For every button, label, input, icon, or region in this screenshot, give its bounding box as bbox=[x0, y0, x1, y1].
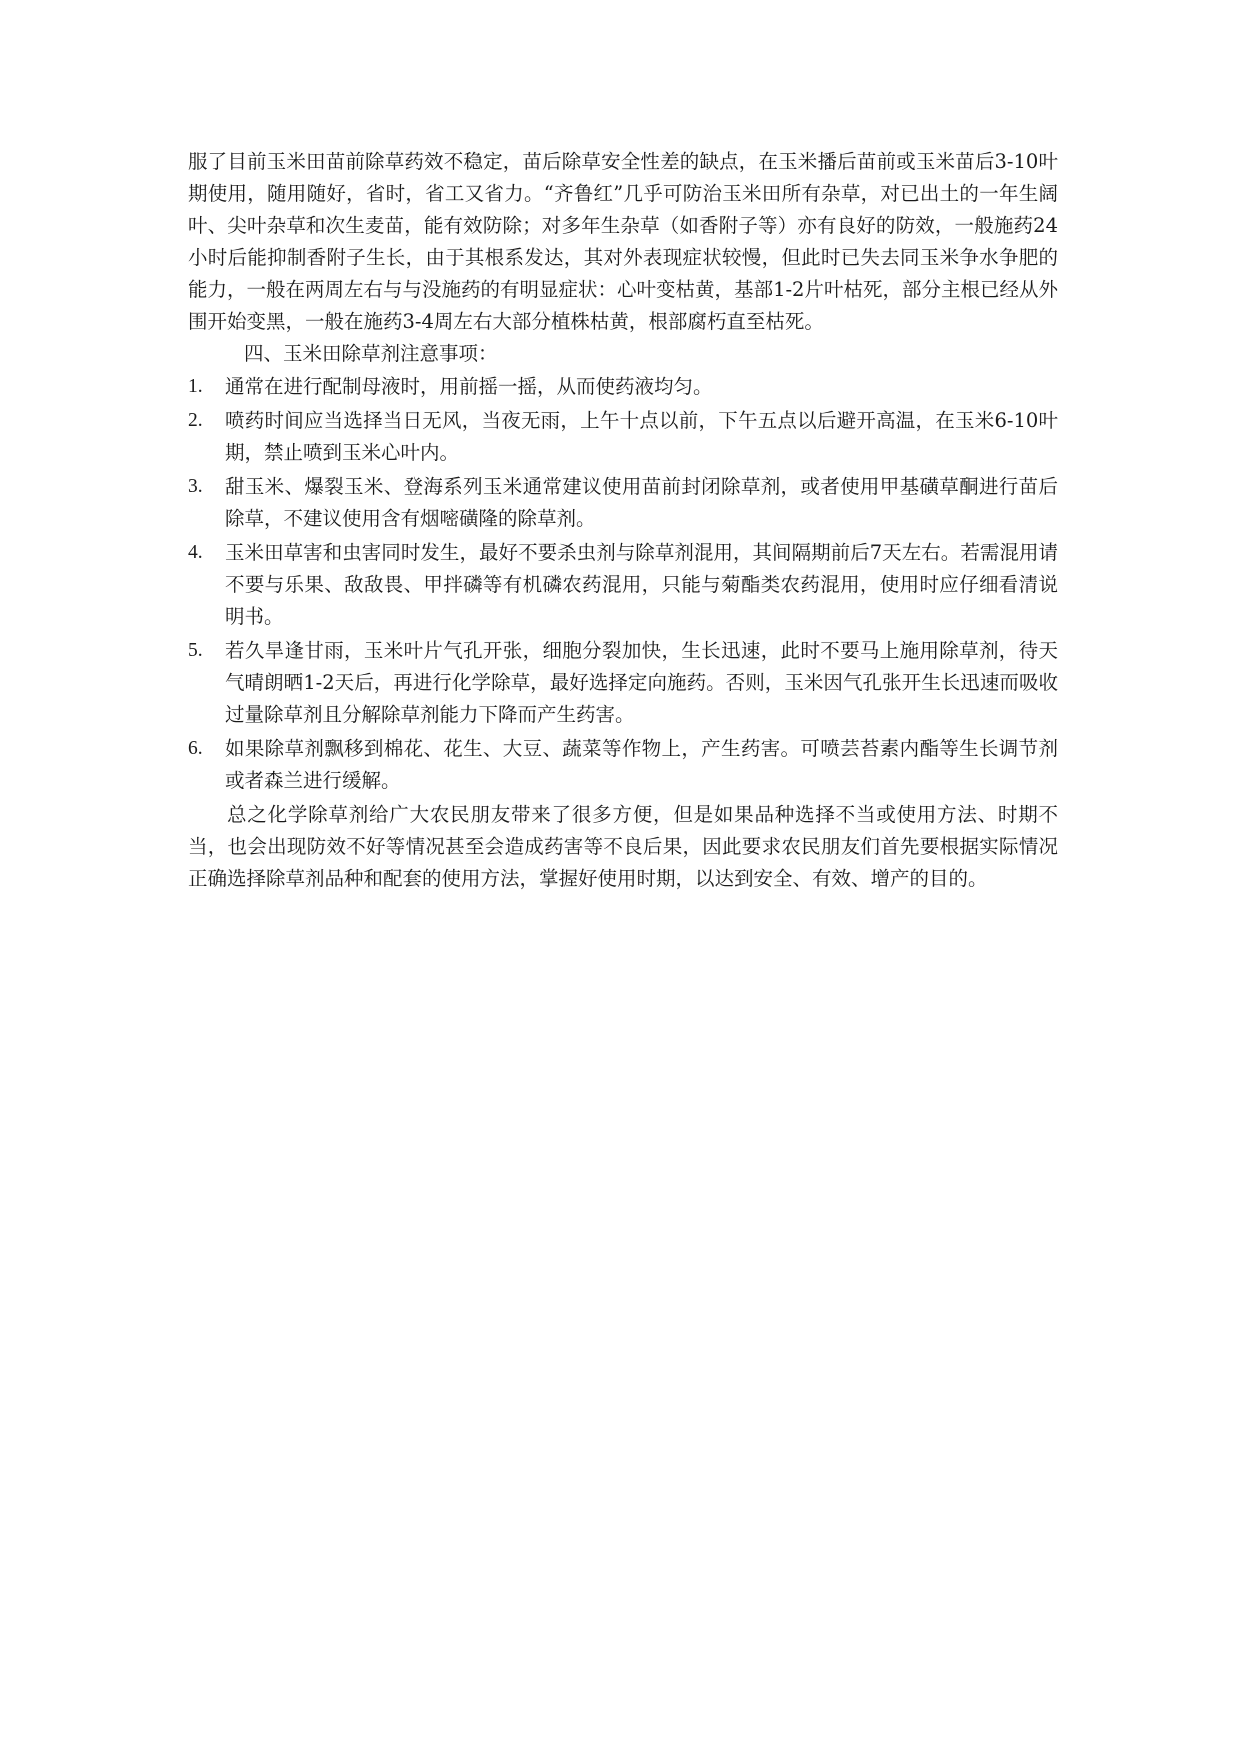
list-text: 玉米田草害和虫害同时发生，最好不要杀虫剂与除草剂混用，其间隔期前后7天左右。若需混用请不要与乐果、敌敌畏、甲拌磷等有机磷农药混用，只能与菊酯类农药混用，使用时应仔细看清说明书。 bbox=[225, 541, 1058, 628]
closing-paragraph: 总之化学除草剂给广大农民朋友带来了很多方便，但是如果品种选择不当或使用方法、时期不当，也会出现防效不好等情况甚至会造成药害等不良后果，因此要求农民朋友们首先要根据实际情况正确选择除草剂品种和配套的使用方法，掌握好使用时期，以达到安全、有效、增产的目的。 bbox=[188, 803, 1058, 890]
list-item bbox=[188, 537, 1058, 633]
document-page bbox=[188, 146, 1058, 895]
list-item bbox=[188, 405, 1058, 469]
list-number: 4. bbox=[188, 542, 203, 563]
list-number: 6. bbox=[188, 738, 203, 759]
list-number: 5. bbox=[188, 640, 203, 661]
list-text: 若久旱逢甘雨，玉米叶片气孔开张，细胞分裂加快，生长迅速，此时不要马上施用除草剂，待天气晴朗晒1-2天后，再进行化学除草，最好选择定向施药。否则，玉米因气孔张开生长迅速而吸收过量除草剂且分解除草剂能力下降而产生药害。 bbox=[225, 639, 1058, 726]
list-item bbox=[188, 635, 1058, 731]
list-number: 3. bbox=[188, 476, 203, 497]
section-heading: 四、玉米田除草剂注意事项： bbox=[244, 342, 498, 365]
precautions-list bbox=[188, 371, 1058, 797]
list-item bbox=[188, 471, 1058, 535]
continuation-paragraph: 服了目前玉米田苗前除草药效不稳定，苗后除草安全性差的缺点，在玉米播后苗前或玉米苗后3-10叶期使用，随用随好，省时，省工又省力。“齐鲁红”几乎可防治玉米田所有杂草，对已出土的一年生阔叶、尖叶杂草和次生麦苗，能有效防除；对多年生杂草（如香附子等）亦有良好的防效，一般施药24小时后能抑制香附子生长，由于其根系发达，其对外表现症状较慢，但此时已失去同玉米争水争肥的能力，一般在两周左右与与没施药的有明显症状：心叶变枯黄，基部1-2片叶枯死，部分主根已经从外围开始变黑，一般在施药3-4周左右大部分植株枯黄，根部腐朽直至枯死。 bbox=[188, 150, 1058, 333]
list-number: 1. bbox=[188, 376, 203, 397]
list-item bbox=[188, 371, 1058, 403]
list-text: 喷药时间应当选择当日无风，当夜无雨，上午十点以前，下午五点以后避开高温，在玉米6-10叶期，禁止喷到玉米心叶内。 bbox=[225, 409, 1058, 464]
list-number: 2. bbox=[188, 410, 203, 431]
list-item bbox=[188, 733, 1058, 797]
list-text: 甜玉米、爆裂玉米、登海系列玉米通常建议使用苗前封闭除草剂，或者使用甲基磺草酮进行苗后除草，不建议使用含有烟嘧磺隆的除草剂。 bbox=[225, 475, 1058, 530]
list-text: 如果除草剂飘移到棉花、花生、大豆、蔬菜等作物上，产生药害。可喷芸苔素内酯等生长调节剂或者森兰进行缓解。 bbox=[225, 737, 1058, 792]
list-text: 通常在进行配制母液时，用前摇一摇，从而使药液均匀。 bbox=[225, 375, 713, 398]
